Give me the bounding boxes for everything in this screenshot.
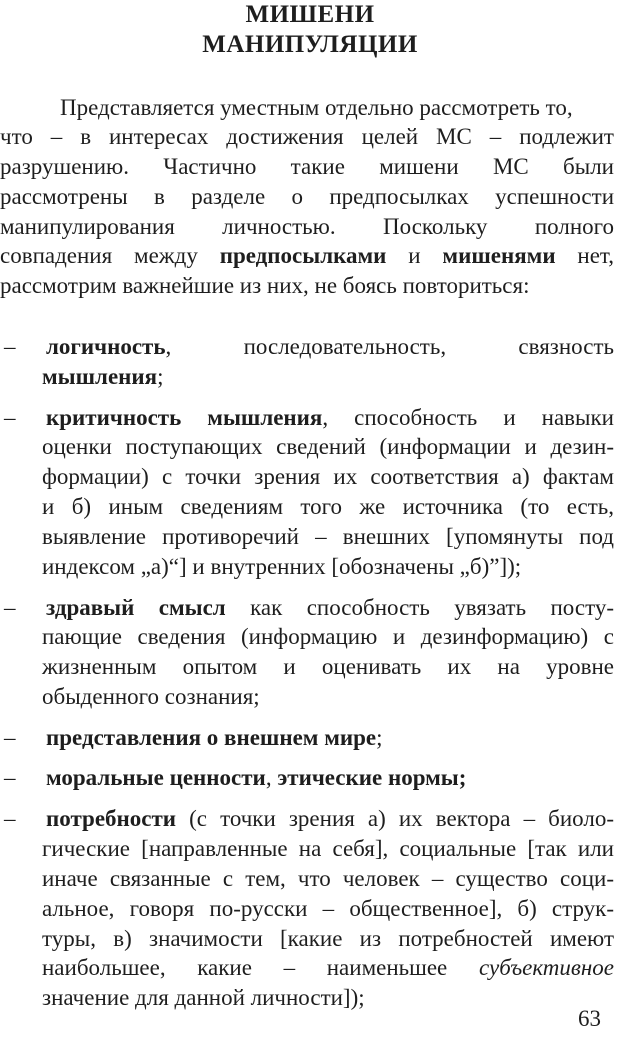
intro-line-1: Представляется уместным отдельно рассмотреть то, (60, 95, 573, 120)
bold-term: мышления (42, 364, 158, 389)
intro-bold-term: предпосылками (219, 243, 387, 268)
list-dash: – (4, 806, 16, 831)
list-item-5-line-1 (46, 763, 614, 793)
list-item-6-line-5: туры, в) значимости [какие из потребностей имеют (42, 926, 614, 951)
intro-bold-term: мишенями (442, 243, 556, 268)
heading-line-1: МИШЕНИ (245, 1, 375, 28)
item-text: ; (376, 725, 383, 750)
list-item-6-line-2: гические [направленные на себя], социальные [так или (42, 836, 614, 861)
bold-term: здравый смысл (46, 595, 226, 620)
bold-term: моральные ценности (46, 765, 266, 790)
intro-text: и (408, 243, 421, 268)
list-item-6-line-4: альное, говоря по-русски – общественное], б) струк- (42, 896, 614, 921)
intro-line-6 (0, 241, 614, 271)
item-text: , способность и навыки (322, 405, 614, 430)
italic-term: субъективное (478, 955, 615, 980)
list-item-3-line-3: жизненным опытом и оценивать их на уровне (42, 654, 614, 679)
intro-line-7: рассмотрим важнейшие из них, не боясь повториться: (0, 273, 530, 298)
list-item-2-line-1 (46, 403, 614, 433)
list-item-6-line-1 (46, 804, 614, 834)
intro-line-5: манипулирования личностью. Поскольку полного (0, 214, 614, 239)
item-text: наибольшее, какие – наименьшее (42, 955, 448, 980)
item-text: как способность увязать посту- (250, 595, 614, 620)
list-dash: – (4, 334, 16, 359)
intro-line-4: рассмотрены в разделе о предпосылках успешности (0, 184, 614, 209)
intro-text: нет, (577, 243, 614, 268)
bold-term: логичность (46, 334, 166, 359)
list-dash: – (4, 595, 16, 620)
item-text: ; (157, 364, 164, 389)
list-dash: – (4, 725, 16, 750)
list-item-6-line-3: иначе связанные с тем, что человек – существо соци- (42, 866, 614, 891)
item-text: (с точки зрения а) их вектора – биоло- (189, 806, 615, 831)
list-item-3-line-2: пающие сведения (информацию и дезинформацию) с (42, 624, 614, 649)
list-item-3-line-4: обыденного сознания; (42, 684, 260, 709)
list-item-6-line-7: значение для данной личности]); (42, 985, 365, 1010)
intro-line-2: что – в интересах достижения целей МС – подлежит (0, 124, 614, 149)
heading-line-2: МАНИПУЛЯЦИИ (202, 31, 418, 58)
bold-term: потребности (46, 806, 177, 831)
intro-line-3: разрушению. Частично такие мишени МС были (0, 154, 614, 179)
list-item-1-line-2 (42, 362, 614, 392)
list-item-2-line-4: и б) иным сведениям того же источника (то есть, (42, 494, 614, 519)
list-item-2-line-6: индексом „а)“] и внутренних [обозначены „б)”]); (42, 554, 522, 579)
item-text: , (265, 765, 272, 790)
list-item-2-line-5: выявление противоречий – внешних [упомянуты под (42, 524, 614, 549)
list-item-2-line-2: оценки поступающих сведений (информации и дезин- (42, 434, 614, 459)
list-dash: – (4, 765, 16, 790)
bold-term: критичность мышления (46, 405, 323, 430)
list-item-3-line-1 (46, 593, 614, 623)
list-item-1-line-1 (46, 332, 614, 362)
list-item-2-line-3: формации) с точки зрения их соответствия а) фактам (42, 464, 614, 489)
list-item-6-line-6 (42, 953, 614, 983)
bold-term: этические нормы; (277, 765, 467, 790)
intro-text: совпадения между (0, 243, 198, 268)
page-number: 63 (578, 1006, 601, 1031)
bold-term: представления о внешнем мире (46, 725, 377, 750)
item-text: , последовательность, связность (165, 334, 614, 359)
list-item-4-line-1 (46, 723, 614, 753)
list-dash: – (4, 405, 16, 430)
